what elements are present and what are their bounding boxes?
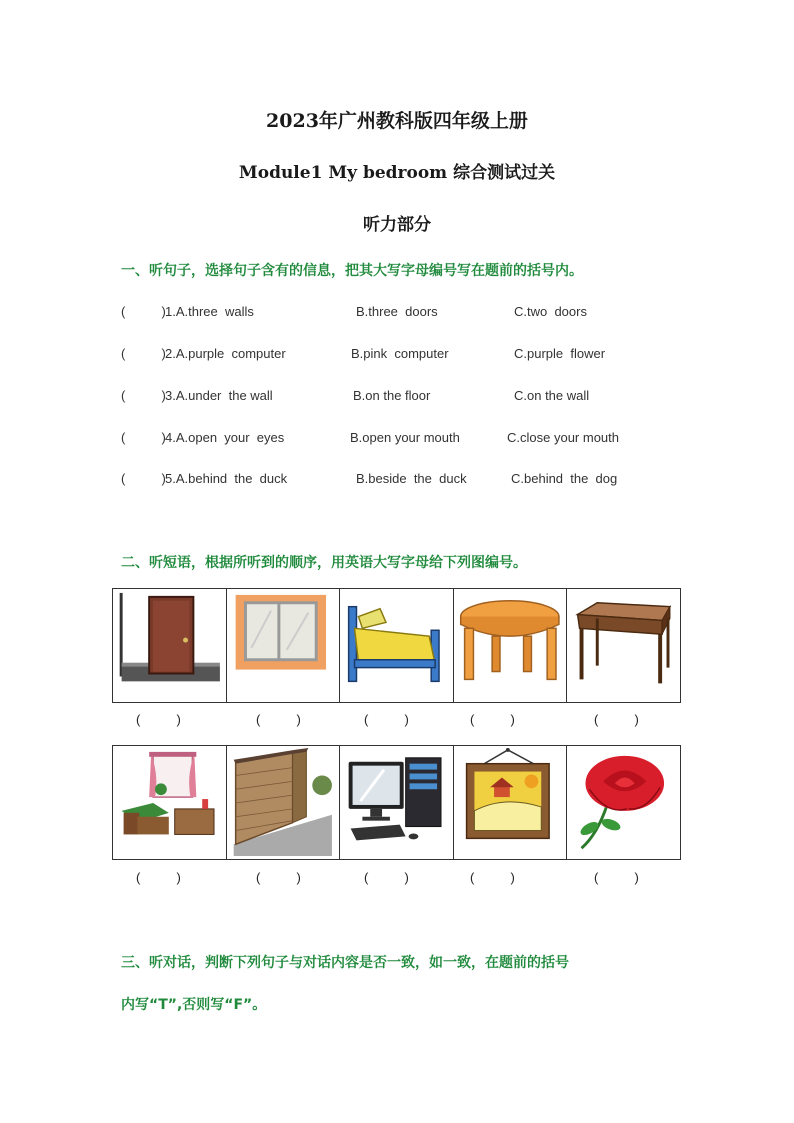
answer-paren[interactable]: ( ) [594, 712, 639, 727]
option-b: B.on the floor [353, 388, 431, 403]
answer-paren[interactable]: ( ) [470, 712, 515, 727]
option-b: B.three doors [356, 304, 438, 319]
option-a: 3.A.under the wall [165, 388, 273, 403]
window-icon [227, 589, 340, 702]
question-row [121, 430, 721, 450]
option-a: 2.A.purple computer [165, 346, 286, 361]
option-b: B.beside the duck [356, 471, 467, 486]
answer-paren[interactable]: ( ) [594, 870, 639, 885]
answer-paren[interactable]: ( ) [470, 870, 515, 885]
answer-paren[interactable]: ( ) [256, 712, 301, 727]
picture-grid-row1 [112, 588, 681, 703]
option-c: C.behind the dog [511, 471, 618, 486]
answer-row-1 [112, 712, 681, 732]
picture-cell [567, 746, 680, 859]
picture-grid-row2 [112, 745, 681, 860]
module-subtitle: Module1 My bedroom 综合测试过关 [238, 163, 556, 183]
desk-icon [567, 589, 680, 702]
wall-icon [227, 746, 340, 859]
picture-cell [227, 746, 341, 859]
picture-cell [454, 746, 568, 859]
picture-cell [113, 589, 227, 702]
question-row [121, 388, 721, 408]
question-row [121, 346, 721, 366]
part-heading: 听力部分 [363, 215, 431, 235]
round-table-icon [454, 589, 567, 702]
section3-instruction: 三、听对话，判断下列句子与对话内容是否一致，如一致，在题前的括号 [121, 955, 569, 971]
rose-icon [567, 746, 680, 859]
page-title: 2023年广州教科版四年级上册 [266, 110, 528, 132]
answer-paren[interactable]: ( ) [136, 712, 181, 727]
bed-icon [340, 589, 453, 702]
question-row [121, 471, 721, 491]
answer-paren[interactable]: ( ) [364, 870, 409, 885]
answer-paren[interactable]: ( ) [136, 870, 181, 885]
answer-paren[interactable]: ( ) [121, 346, 166, 361]
picture-cell [113, 746, 227, 859]
option-c: C.purple flower [514, 346, 606, 361]
option-c: C.on the wall [514, 388, 590, 403]
computer-icon [340, 746, 453, 859]
answer-row-2 [112, 870, 681, 890]
answer-paren[interactable]: ( ) [256, 870, 301, 885]
answer-paren[interactable]: ( ) [121, 430, 166, 445]
picture-icon [454, 746, 567, 859]
question-row [121, 304, 721, 324]
picture-cell [227, 589, 341, 702]
option-c: C.two doors [514, 304, 587, 319]
option-b: B.pink computer [351, 346, 449, 361]
answer-paren[interactable]: ( ) [121, 304, 166, 319]
option-b: B.open your mouth [350, 430, 460, 445]
answer-paren[interactable]: ( ) [364, 712, 409, 727]
option-a: 5.A.behind the duck [165, 471, 288, 486]
picture-cell [454, 589, 568, 702]
picture-cell [567, 589, 680, 702]
bedroom-icon [113, 746, 226, 859]
answer-paren[interactable]: ( ) [121, 388, 166, 403]
picture-cell [340, 746, 454, 859]
option-a: 1.A.three walls [165, 304, 254, 319]
option-a: 4.A.open your eyes [165, 430, 285, 445]
option-c: C.close your mouth [507, 430, 619, 445]
picture-cell [340, 589, 454, 702]
door-icon [113, 589, 226, 702]
section2-instruction: 二、听短语，根据所听到的顺序，用英语大写字母给下列图编号。 [121, 555, 527, 571]
section3-instruction-cont: 内写“T”,否则写“F”。 [121, 997, 267, 1013]
section1-instruction: 一、听句子，选择句子含有的信息，把其大写字母编号写在题前的括号内。 [121, 263, 583, 279]
answer-paren[interactable]: ( ) [121, 471, 166, 486]
